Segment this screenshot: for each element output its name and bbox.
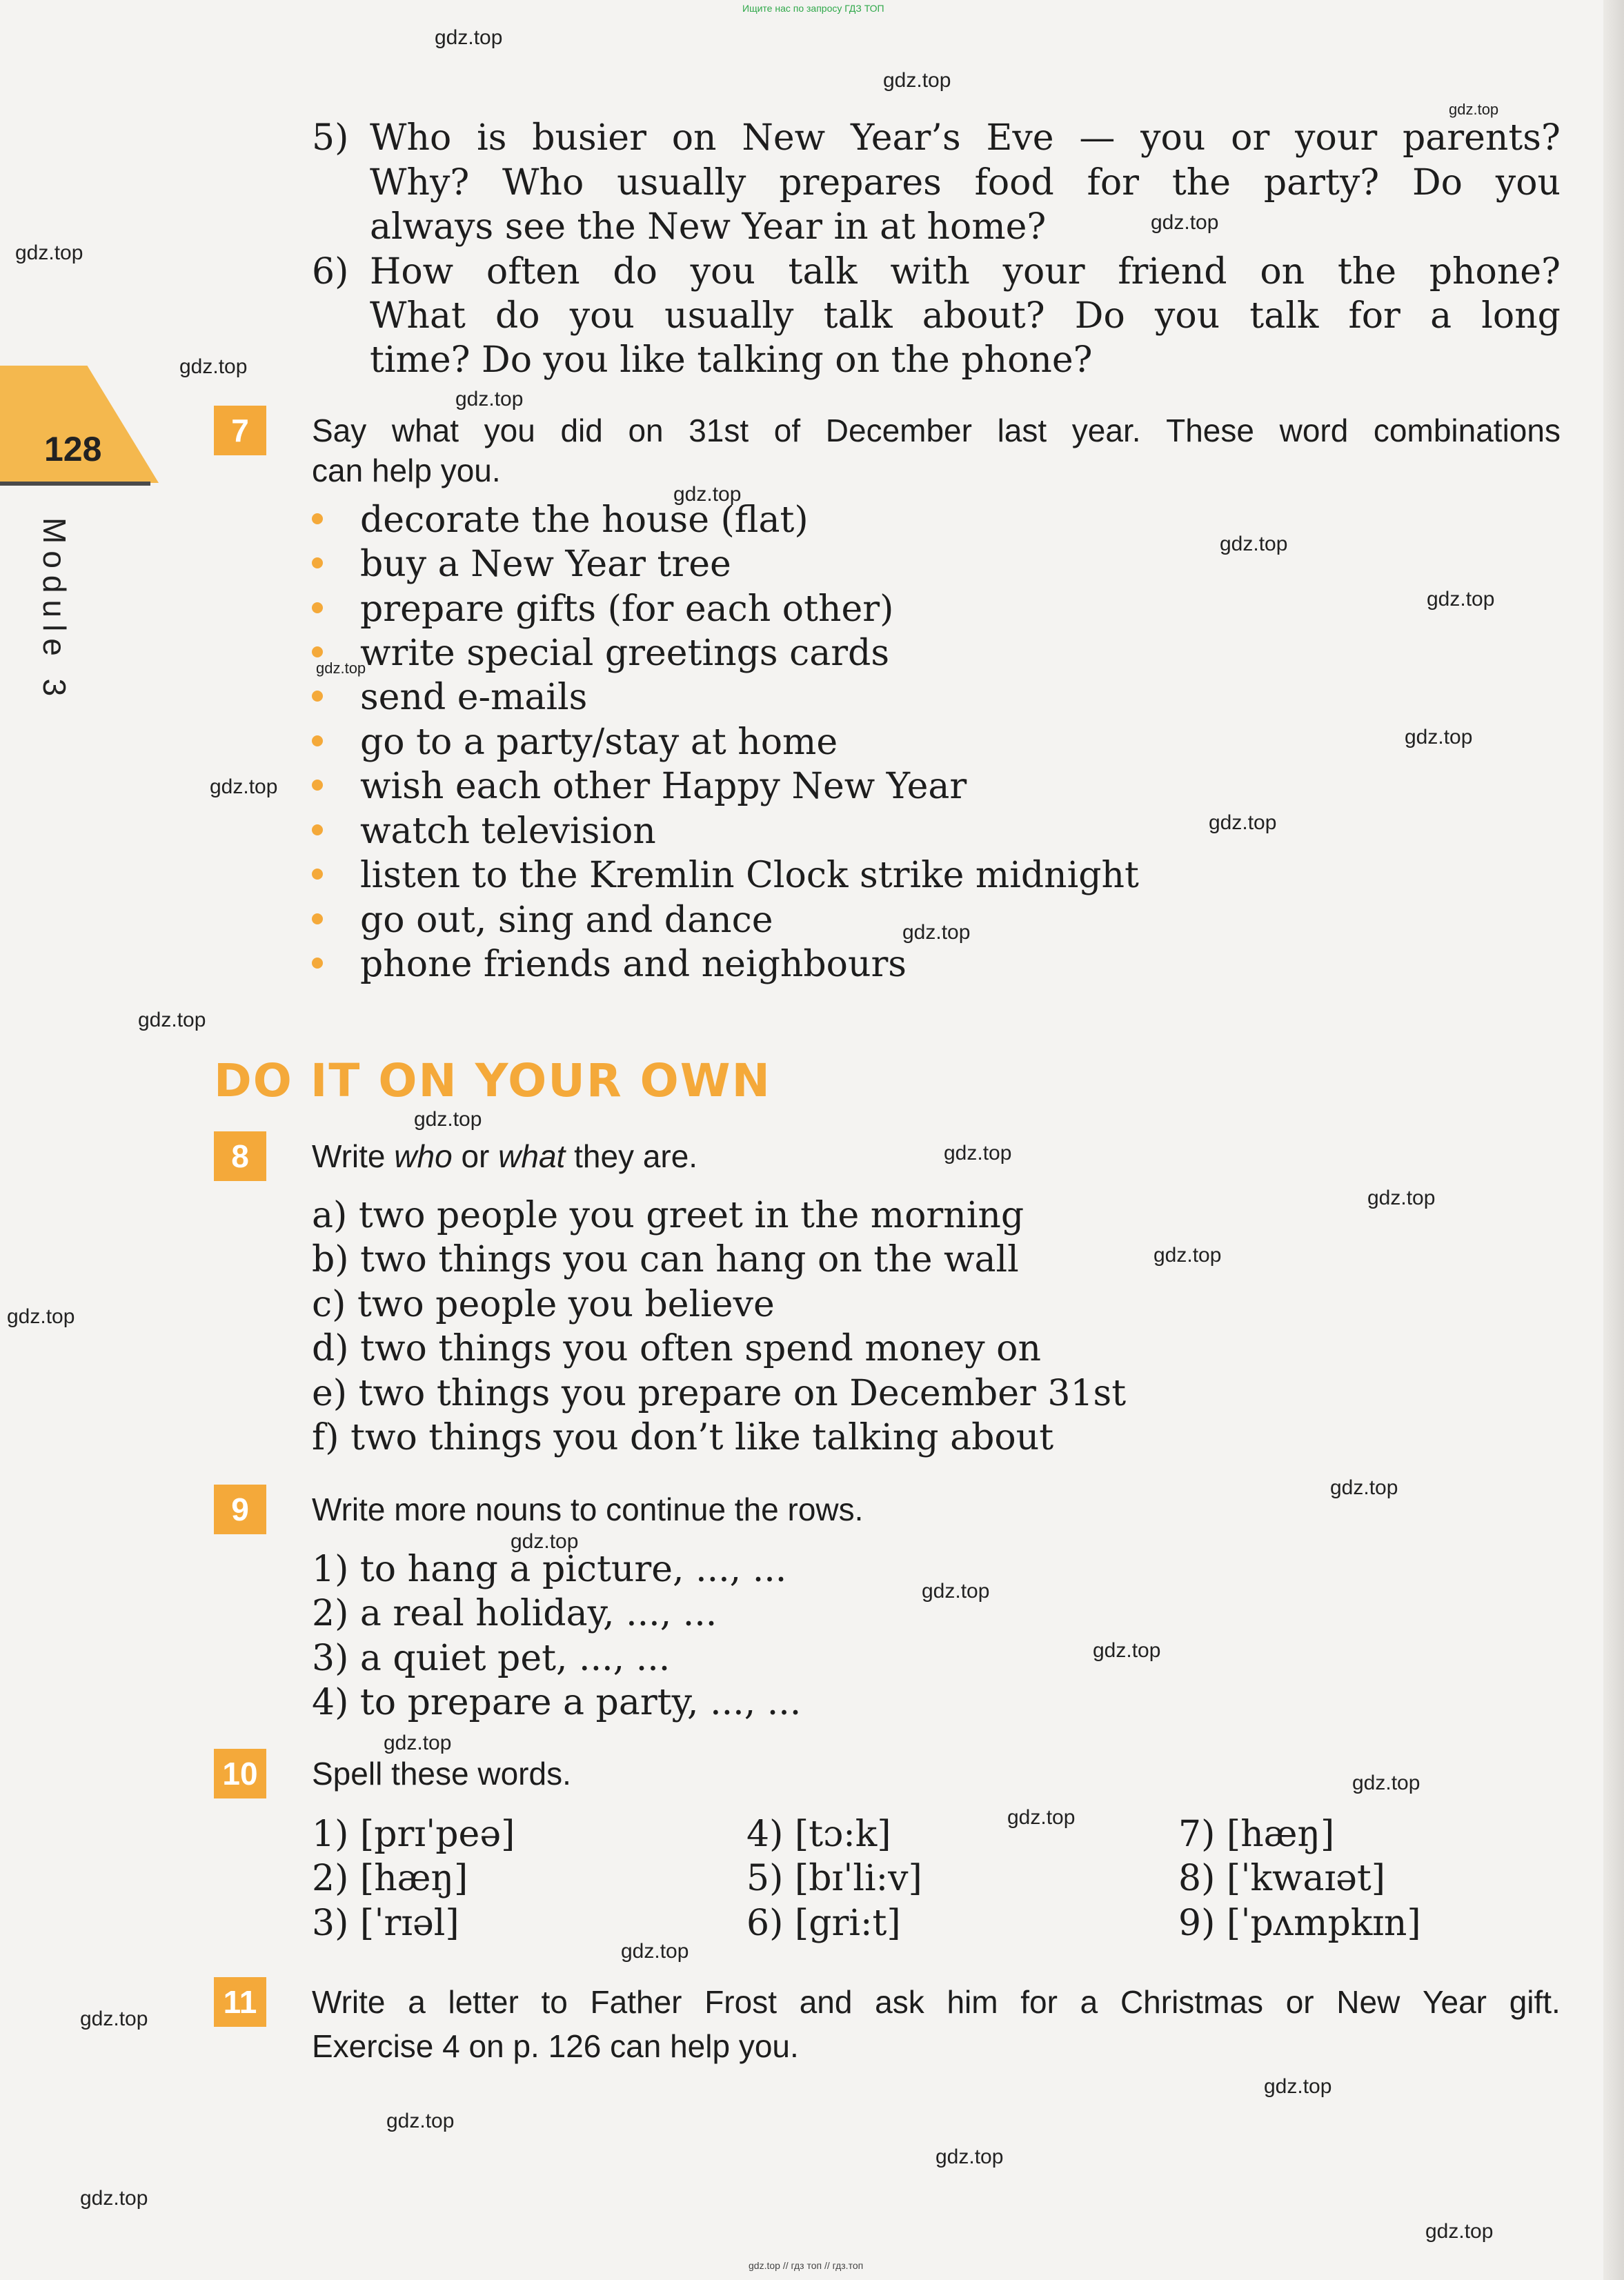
- word: about?: [922, 295, 1045, 337]
- word: word: [1279, 413, 1349, 448]
- exercise-11-instruction-line-2: Exercise 4 on p. 126 can help you.: [312, 2028, 799, 2064]
- watermark: gdz.top: [316, 660, 366, 677]
- bullet-item: go to a party/stay at home: [312, 720, 838, 764]
- word: for: [1087, 162, 1140, 204]
- watermark: gdz.top: [1405, 726, 1473, 749]
- word: usually: [664, 295, 794, 337]
- word: the: [1337, 251, 1397, 293]
- bullet-dot: [312, 824, 323, 835]
- watermark: gdz.top: [1449, 101, 1499, 118]
- word: him: [947, 1984, 998, 2020]
- bullet-dot: [312, 913, 323, 924]
- word: of: [773, 413, 801, 448]
- watermark: gdz.top: [1220, 533, 1288, 555]
- list-item: e) two things you prepare on December 31st: [312, 1373, 1127, 1414]
- word: on: [1260, 251, 1305, 293]
- word: you: [690, 251, 755, 293]
- watermark: gdz.top: [1007, 1806, 1076, 1829]
- watermark: gdz.top: [1151, 211, 1219, 234]
- word: parents?: [1403, 117, 1561, 159]
- watermark: gdz.top: [80, 2008, 148, 2030]
- exercise-11-instruction-line-1: [312, 1980, 1561, 2024]
- word: you: [1154, 295, 1220, 337]
- word: New: [742, 117, 826, 159]
- word: the: [1171, 162, 1231, 204]
- word: for: [1348, 295, 1400, 337]
- word: talk: [788, 251, 858, 293]
- watermark: gdz.top: [435, 26, 503, 49]
- spelling-item: 5) [bɪˈli:v]: [746, 1858, 922, 1899]
- list-item: c) two people you believe: [312, 1284, 775, 1325]
- bullet-item: decorate the house (flat): [312, 498, 809, 542]
- word: phone?: [1429, 251, 1561, 293]
- word: you: [484, 413, 535, 448]
- watermark: gdz.top: [80, 2187, 148, 2210]
- bullet-dot: [312, 646, 323, 657]
- spelling-item: 6) [gri:t]: [746, 1903, 901, 1944]
- question-6-number: 6): [312, 251, 349, 293]
- bullet-item: listen to the Kremlin Clock strike midnight: [312, 853, 1139, 898]
- word: Year’s: [850, 117, 961, 159]
- list-item: 3) a quiet pet, ..., ...: [312, 1638, 671, 1679]
- word: New: [1336, 1984, 1400, 2020]
- watermark: gdz.top: [1093, 1639, 1161, 1662]
- exercise-8-instruction: Write who or what they are.: [312, 1138, 698, 1174]
- bullet-dot: [312, 513, 323, 524]
- question-5-number: 5): [312, 117, 349, 159]
- word: talk: [1249, 295, 1319, 337]
- word: friend: [1118, 251, 1227, 293]
- exercise-7-instruction-line-1: [312, 408, 1561, 453]
- bullet-item: go out, sing and dance: [312, 898, 773, 942]
- word: prepares: [779, 162, 942, 204]
- word: last: [997, 413, 1047, 448]
- bottom-note: gdz.top // гдз топ // гдз.топ: [749, 2260, 864, 2271]
- word: for: [1020, 1984, 1058, 2020]
- word: combinations: [1373, 413, 1561, 448]
- word: Who: [370, 117, 452, 159]
- watermark: gdz.top: [922, 1580, 990, 1603]
- word: busier: [532, 117, 646, 159]
- watermark: gdz.top: [138, 1009, 206, 1031]
- word: Do: [1074, 295, 1125, 337]
- watermark: gdz.top: [1153, 1244, 1222, 1267]
- bullet-dot: [312, 869, 323, 880]
- exercise-9-instruction: Write more nouns to continue the rows.: [312, 1491, 864, 1527]
- spelling-item: 4) [tɔ:k]: [746, 1814, 891, 1855]
- word: is: [477, 117, 507, 159]
- word: December: [825, 413, 972, 448]
- page-edge-shadow: [1603, 0, 1624, 2280]
- word: long: [1481, 295, 1561, 337]
- exercise-8-badge: 8: [214, 1131, 266, 1181]
- word: on: [671, 117, 717, 159]
- bullet-item: prepare gifts (for each other): [312, 587, 893, 631]
- exercise-10-instruction: Spell these words.: [312, 1756, 571, 1792]
- word: year.: [1071, 413, 1141, 448]
- watermark: gdz.top: [944, 1142, 1012, 1164]
- word: to: [541, 1984, 568, 2020]
- exercise-11-badge: 11: [214, 1977, 266, 2027]
- watermark: gdz.top: [621, 1940, 689, 1963]
- word: Eve: [986, 117, 1054, 159]
- word: —: [1079, 117, 1116, 159]
- spelling-item: 8) [ˈkwaɪət]: [1178, 1858, 1386, 1899]
- bullet-item: write special greetings cards: [312, 631, 889, 675]
- watermark: gdz.top: [1330, 1476, 1398, 1499]
- word: usually: [617, 162, 746, 204]
- bullet-dot: [312, 557, 323, 568]
- exercise-7-badge: 7: [214, 406, 266, 455]
- question-6-line-1: [370, 250, 1561, 294]
- word: What: [370, 295, 466, 337]
- word: did: [560, 413, 603, 448]
- question-5-line-3: always see the New Year in at home?: [370, 206, 1047, 248]
- spelling-item: 7) [hæŋ]: [1178, 1814, 1335, 1855]
- bullet-item: buy a New Year tree: [312, 542, 731, 586]
- bullet-item: phone friends and neighbours: [312, 942, 907, 987]
- word: food: [974, 162, 1054, 204]
- spelling-item: 3) [ˈrɪəl]: [312, 1903, 459, 1944]
- word: what: [391, 413, 459, 448]
- word: do: [613, 251, 657, 293]
- word: gift.: [1509, 1984, 1561, 2020]
- word: you: [1495, 162, 1561, 204]
- word: How: [370, 251, 454, 293]
- word: Write: [312, 1984, 386, 2020]
- page-number: 128: [44, 430, 102, 468]
- module-label: Module 3: [37, 517, 72, 704]
- word: you: [1140, 117, 1206, 159]
- list-item: 2) a real holiday, ..., ...: [312, 1593, 717, 1634]
- word: your: [1002, 251, 1085, 293]
- word: do: [495, 295, 540, 337]
- bullet-item: wish each other Happy New Year: [312, 764, 967, 809]
- list-item: a) two people you greet in the morning: [312, 1195, 1024, 1236]
- word: Christmas: [1120, 1984, 1263, 2020]
- list-item: f) two things you don’t like talking about: [312, 1417, 1054, 1458]
- list-item: 1) to hang a picture, ..., ...: [312, 1549, 787, 1590]
- word: often: [486, 251, 580, 293]
- word: your: [1295, 117, 1378, 159]
- watermark: gdz.top: [1352, 1772, 1420, 1794]
- word: and: [799, 1984, 853, 2020]
- section-heading: DO IT ON YOUR OWN: [214, 1054, 771, 1107]
- word: Say: [312, 413, 367, 448]
- bullet-dot: [312, 735, 323, 746]
- bullet-item: watch television: [312, 809, 656, 853]
- watermark: gdz.top: [1425, 2220, 1494, 2243]
- list-item: b) two things you can hang on the wall: [312, 1239, 1019, 1280]
- word: a: [1430, 295, 1452, 337]
- exercise-7-instruction-line-2: can help you.: [312, 453, 501, 488]
- word: Why?: [370, 162, 470, 204]
- watermark: gdz.top: [414, 1108, 482, 1131]
- bullet-dot: [312, 958, 323, 969]
- bullet-item: send e-mails: [312, 675, 587, 720]
- watermark: gdz.top: [1427, 588, 1495, 611]
- word: 31st: [689, 413, 749, 448]
- word: or: [1231, 117, 1270, 159]
- watermark: gdz.top: [386, 2110, 455, 2132]
- word: letter: [448, 1984, 519, 2020]
- word: talk: [823, 295, 893, 337]
- watermark: gdz.top: [210, 775, 278, 798]
- word: Year: [1423, 1984, 1487, 2020]
- bullet-dot: [312, 780, 323, 791]
- word: These: [1166, 413, 1254, 448]
- question-5-line-2: [370, 161, 1561, 205]
- word: Who: [502, 162, 584, 204]
- spelling-item: 1) [prɪˈpeə]: [312, 1814, 515, 1855]
- word: or: [1285, 1984, 1314, 2020]
- spelling-item: 2) [hæŋ]: [312, 1858, 468, 1899]
- word: you: [569, 295, 635, 337]
- word: Do: [1412, 162, 1463, 204]
- question-6-line-2: [370, 294, 1561, 338]
- watermark: gdz.top: [1264, 2075, 1332, 2098]
- question-6-line-3: time? Do you like talking on the phone?: [370, 339, 1093, 381]
- watermark: gdz.top: [511, 1530, 579, 1553]
- watermark: gdz.top: [179, 355, 248, 378]
- watermark: gdz.top: [1209, 811, 1277, 834]
- exercise-9-badge: 9: [214, 1485, 266, 1534]
- watermark: gdz.top: [673, 483, 742, 506]
- bullet-dot: [312, 691, 323, 702]
- watermark: gdz.top: [455, 388, 524, 410]
- spelling-item: 9) [ˈpʌmpkɪn]: [1178, 1903, 1421, 1944]
- word: ask: [875, 1984, 924, 2020]
- word: with: [890, 251, 970, 293]
- watermark: gdz.top: [902, 921, 971, 944]
- page-tab-rule: [0, 482, 150, 486]
- watermark: gdz.top: [15, 241, 83, 264]
- bullet-dot: [312, 602, 323, 613]
- list-item: d) two things you often spend money on: [312, 1328, 1041, 1369]
- word: Father: [590, 1984, 682, 2020]
- list-item: 4) to prepare a party, ..., ...: [312, 1682, 802, 1723]
- top-note: Ищите нас по запросу ГДЗ ТОП: [742, 3, 884, 14]
- word: a: [408, 1984, 426, 2020]
- watermark: gdz.top: [883, 69, 951, 92]
- word: on: [628, 413, 664, 448]
- watermark: gdz.top: [935, 2145, 1004, 2168]
- word: a: [1080, 1984, 1098, 2020]
- watermark: gdz.top: [384, 1732, 452, 1754]
- question-5-line-1: [370, 116, 1561, 160]
- word: Frost: [704, 1984, 777, 2020]
- watermark: gdz.top: [1367, 1187, 1436, 1209]
- watermark: gdz.top: [7, 1305, 75, 1328]
- word: party?: [1263, 162, 1380, 204]
- exercise-10-badge: 10: [214, 1749, 266, 1798]
